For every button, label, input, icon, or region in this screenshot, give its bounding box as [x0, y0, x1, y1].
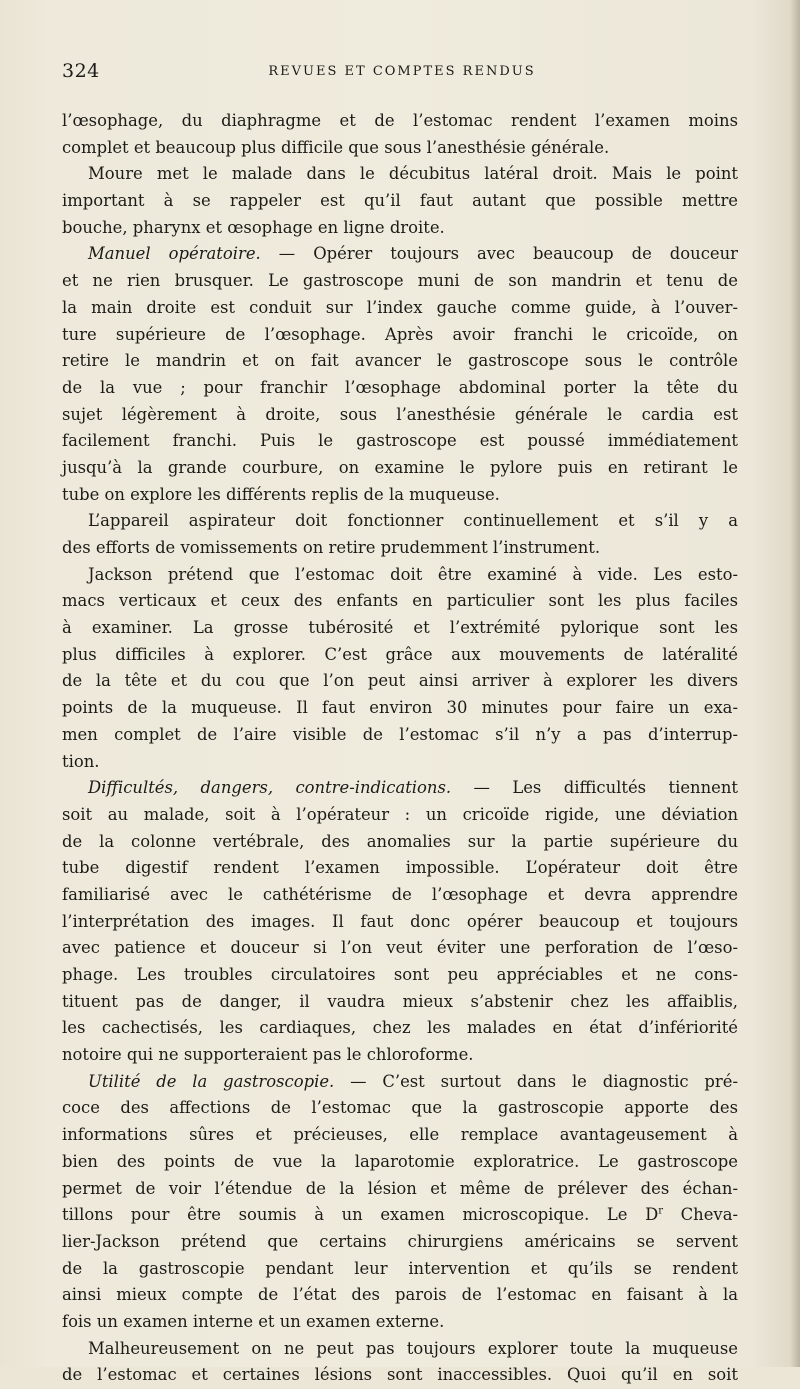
text-line [62, 989, 738, 1016]
line-text: la main droite est conduit sur l’index gauche comme guide, à l’ouver- [62, 297, 738, 317]
text-line [62, 962, 738, 989]
line-text: des efforts de vomissements on retire prudemment l’instrument. [62, 538, 601, 557]
page-edge-shadow [790, 0, 800, 1367]
line-text: de la tête et du cou que l’on peut ainsi arriver à explorer les divers [62, 671, 738, 691]
text-line [62, 508, 738, 535]
text-line [62, 295, 738, 322]
line-text: ainsi mieux compte de l’état des parois de l’estomac en faisant à la [62, 1285, 738, 1305]
text-line [62, 615, 738, 642]
line-text: facilement franchi. Puis le gastroscope est poussé immédiatement [62, 431, 738, 451]
text-line [62, 1256, 738, 1283]
text-line [62, 855, 738, 882]
text-line [62, 1309, 738, 1336]
line-text: ture supérieure de l’œsophage. Après avoir franchi le cricoïde, on [62, 324, 738, 344]
line-text: points de la muqueuse. Il faut environ 30 minutes pour faire un exa- [62, 698, 738, 718]
line-text: tituent pas de danger, il vaudra mieux s’abstenir chez les affaiblis, [62, 991, 738, 1011]
section-heading-italic: Manuel opératoire. [88, 244, 261, 264]
running-title: REVUES ET COMPTES RENDUS [268, 64, 536, 79]
text-line [62, 535, 738, 562]
line-text: — Les difficultés tiennent [451, 778, 738, 798]
text-line [62, 108, 738, 135]
text-line [62, 1282, 738, 1309]
line-text: important à se rappeler est qu’il faut autant que possible mettre [62, 191, 738, 211]
line-text: fois un examen interne et un examen externe. [62, 1311, 445, 1331]
text-line [62, 241, 738, 268]
text-line [62, 1149, 738, 1176]
line-text: Moure met le malade dans le décubitus latéral droit. Mais le point [88, 164, 738, 184]
text-line [62, 588, 738, 615]
text-line [62, 882, 738, 909]
text-line [62, 1176, 738, 1203]
line-text: l’interprétation des images. Il faut donc opérer beaucoup et toujours [62, 911, 738, 931]
line-text: Jackson prétend que l’estomac doit être examiné à vide. Les esto- [88, 564, 738, 584]
text-line [62, 695, 738, 722]
line-text: à examiner. La grosse tubérosité et l’extrémité pylorique sont les [62, 618, 738, 638]
text-line [62, 1362, 738, 1389]
line-text: L’appareil aspirateur doit fonctionner continuellement et s’il y a [88, 511, 738, 531]
text-line [62, 1042, 738, 1069]
line-text: informations sûres et précieuses, elle remplace avantageusement à [62, 1125, 738, 1145]
line-text: et ne rien brusquer. Le gastroscope muni de son mandrin et tenu de [62, 271, 738, 291]
text-line [62, 1015, 738, 1042]
line-text: soit au malade, soit à l’opérateur : un cricoïde rigide, une déviation [62, 804, 738, 824]
line-text: permet de voir l’étendue de la lésion et même de prélever des échan- [62, 1178, 738, 1198]
line-text: les cachectisés, les cardiaques, chez les malades en état d’infériorité [62, 1018, 738, 1038]
text-line [62, 482, 738, 509]
text-line [62, 1336, 738, 1363]
line-text: de la vue ; pour franchir l’œsophage abdominal porter la tête du [62, 377, 738, 397]
text-line [62, 135, 738, 162]
text-line [62, 1069, 738, 1096]
text-line [62, 215, 738, 242]
text-line [62, 1202, 738, 1229]
section-heading-italic: Difficultés, dangers, contre-indications. [88, 778, 452, 798]
line-text: tube digestif rendent l’examen impossible. L’opérateur doit être [62, 858, 738, 878]
line-text: Malheureusement on ne peut pas toujours explorer toute la muqueuse [88, 1338, 738, 1358]
line-text: de la gastroscopie pendant leur intervention et qu’ils se rendent [62, 1258, 738, 1278]
text-line [62, 935, 738, 962]
line-text: bouche, pharynx et œsophage en ligne droite. [62, 217, 445, 237]
text-line [62, 749, 738, 776]
body-text [62, 108, 738, 1389]
line-text: retire le mandrin et on fait avancer le gastroscope sous le contrôle [62, 351, 738, 371]
section-heading-italic: Utilité de la gastroscopie. [88, 1071, 335, 1091]
text-line [62, 322, 738, 349]
line-text: avec patience et douceur si l’on veut éviter une perforation de l’œso- [62, 938, 738, 958]
line-text: macs verticaux et ceux des enfants en particulier sont les plus faciles [62, 591, 738, 611]
text-line [62, 375, 738, 402]
line-text-after: Cheva- [663, 1205, 738, 1225]
line-text: bien des points de vue la laparotomie exploratrice. Le gastroscope [62, 1151, 738, 1171]
line-text: sujet légèrement à droite, sous l’anesthésie générale le cardia est [62, 404, 738, 424]
text-line [62, 1229, 738, 1256]
line-text: tion. [62, 751, 100, 771]
line-text: de la colonne vertébrale, des anomalies sur la partie supérieure du [62, 831, 738, 851]
line-text: lier-Jackson prétend que certains chirurgiens américains se servent [62, 1231, 738, 1251]
line-text: tube on explore les différents replis de la muqueuse. [62, 484, 500, 504]
text-line [62, 909, 738, 936]
line-text: — C’est surtout dans le diagnostic pré- [334, 1071, 738, 1091]
text-line [62, 188, 738, 215]
line-text: de l’estomac et certaines lésions sont inaccessibles. Quoi qu’il en soit [62, 1365, 738, 1385]
text-line [62, 722, 738, 749]
text-line [62, 668, 738, 695]
line-text: phage. Les troubles circulatoires sont peu appréciables et ne cons- [62, 965, 738, 984]
text-line [62, 802, 738, 829]
line-text: plus difficiles à explorer. C’est grâce aux mouvements de latéralité [62, 644, 738, 664]
text-line [62, 161, 738, 188]
line-text: familiarisé avec le cathétérisme de l’œsophage et devra apprendre [62, 884, 738, 904]
page-header [62, 60, 742, 90]
text-line [62, 1095, 738, 1122]
line-text: l’œsophage, du diaphragme et de l’estomac rendent l’examen moins [62, 111, 738, 130]
text-line [62, 1122, 738, 1149]
page-number: 324 [62, 60, 100, 82]
line-text: — Opérer toujours avec beaucoup de douceur [260, 244, 738, 264]
text-line [62, 775, 738, 802]
text-line [62, 642, 738, 669]
text-line [62, 402, 738, 429]
text-line [62, 268, 738, 295]
line-text: men complet de l’aire visible de l’estomac s’il n’y a pas d’interrup- [62, 724, 738, 744]
text-line [62, 829, 738, 856]
line-text: complet et beaucoup plus difficile que sous l’anesthésie générale. [62, 137, 610, 157]
line-text: jusqu’à la grande courbure, on examine le pylore puis en retirant le [62, 457, 738, 477]
line-text: notoire qui ne supporteraient pas le chloroforme. [62, 1045, 474, 1065]
text-line [62, 428, 738, 455]
text-line [62, 562, 738, 589]
superscript: r [658, 1205, 664, 1217]
line-text: coce des affections de l’estomac que la gastroscopie apporte des [62, 1098, 738, 1118]
text-line [62, 348, 738, 375]
line-text: tillons pour être soumis à un examen microscopique. Le D [62, 1205, 659, 1225]
text-line [62, 455, 738, 482]
